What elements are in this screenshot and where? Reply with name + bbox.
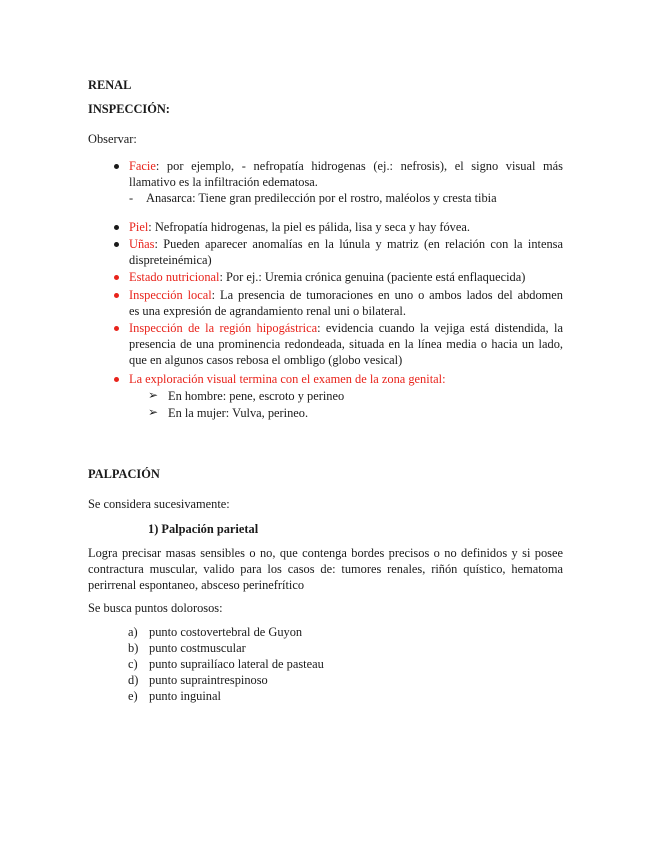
palpation-subheading: 1) Palpación parietal: [148, 522, 259, 536]
local-text-cont: es una expresión de agrandamiento renal uni o bilateral.: [129, 304, 406, 319]
section-title: RENAL: [88, 78, 132, 92]
facie-item: [129, 158, 563, 190]
hipogastrica-text-cont2: que en algunos casos rebosa el ombligo (globo vesical): [129, 353, 403, 368]
unas-item: [129, 236, 563, 268]
list-marker: b): [128, 641, 139, 655]
estado-label: Estado nutricional: [129, 270, 220, 284]
list-marker: a): [128, 625, 138, 639]
list-text: punto suprailíaco lateral de pasteau: [149, 657, 324, 671]
estado-text: : Por ej.: Uremia crónica genuina (paciente está enflaquecida): [219, 270, 526, 284]
genital-item-men: En hombre: pene, escroto y perineo: [168, 389, 345, 403]
list-text: punto costovertebral de Guyon: [149, 625, 303, 639]
list-text: punto supraintrespinoso: [149, 673, 268, 687]
piel-item: [129, 219, 470, 235]
paragraph-line: perirrenal espontaneo, absceso perinefrítico: [88, 578, 305, 593]
bullet-icon: [114, 225, 119, 230]
inspection-heading: INSPECCIÓN:: [88, 102, 170, 116]
unas-text: : Pueden aparecer anomalías en la lúnula y matriz (en relación con la intensa: [154, 237, 563, 251]
piel-label: Piel: [129, 220, 149, 234]
points-intro: Se busca puntos dolorosos:: [88, 601, 223, 615]
bullet-icon: [114, 164, 119, 169]
bullet-icon: [114, 293, 119, 298]
palpation-paragraph: [88, 545, 563, 594]
estado-item: [129, 269, 525, 285]
inspection-intro: Observar:: [88, 132, 137, 146]
facie-text: : por ejemplo, - nefropatía hidrogenas (ej.: nefrosis), el signo visual más: [155, 159, 563, 173]
list-marker: e): [128, 689, 138, 703]
list-text: punto inguinal: [149, 689, 221, 703]
hipogastrica-text-cont: presencia de una prominencia redondeada, situada en la línea media o hacia un lado,: [129, 337, 563, 352]
local-text: : La presencia de tumoraciones en uno o ambos lados del abdomen: [211, 288, 563, 302]
arrow-bullet-icon: ➢: [148, 405, 159, 419]
local-label: Inspección local: [129, 288, 212, 302]
palpation-heading: PALPACIÓN: [88, 467, 160, 481]
facie-sub-item: Anasarca: Tiene gran predilección por el rostro, maléolos y cresta tibia: [146, 191, 497, 205]
bullet-icon: [114, 275, 119, 280]
genital-item-women: En la mujer: Vulva, perineo.: [168, 406, 309, 420]
bullet-icon: [114, 326, 119, 331]
paragraph-line: contractura muscular, valido para los casos de: tumores renales, riñón quístico, hematoma: [88, 562, 563, 577]
local-item: [129, 287, 563, 319]
list-text: punto costmuscular: [149, 641, 246, 655]
facie-text-cont: llamativo es la infiltración edematosa.: [129, 175, 318, 190]
arrow-bullet-icon: ➢: [148, 388, 159, 402]
unas-text-cont: dispreteinémica): [129, 253, 212, 268]
bullet-icon: [114, 377, 119, 382]
list-marker: d): [128, 673, 139, 687]
piel-text: : Nefropatía hidrogenas, la piel es pálida, lisa y seca y hay fóvea.: [148, 220, 470, 234]
palpation-intro: Se considera sucesivamente:: [88, 497, 230, 511]
facie-label: Facie: [129, 159, 156, 173]
hipogastrica-label: Inspección de la región hipogástrica: [129, 321, 318, 335]
facie-sub-dash: -: [129, 191, 134, 205]
paragraph-line: Logra precisar masas sensibles o no, que contenga bordes precisos o no definidos y si posee: [88, 546, 563, 560]
genital-label: La exploración visual termina con el examen de la zona genital:: [129, 372, 446, 386]
hipogastrica-item: [129, 320, 563, 369]
bullet-icon: [114, 242, 119, 247]
list-marker: c): [128, 657, 138, 671]
hipogastrica-text: : evidencia cuando la vejiga está distendida, la: [317, 321, 563, 335]
unas-label: Uñas: [129, 237, 155, 251]
